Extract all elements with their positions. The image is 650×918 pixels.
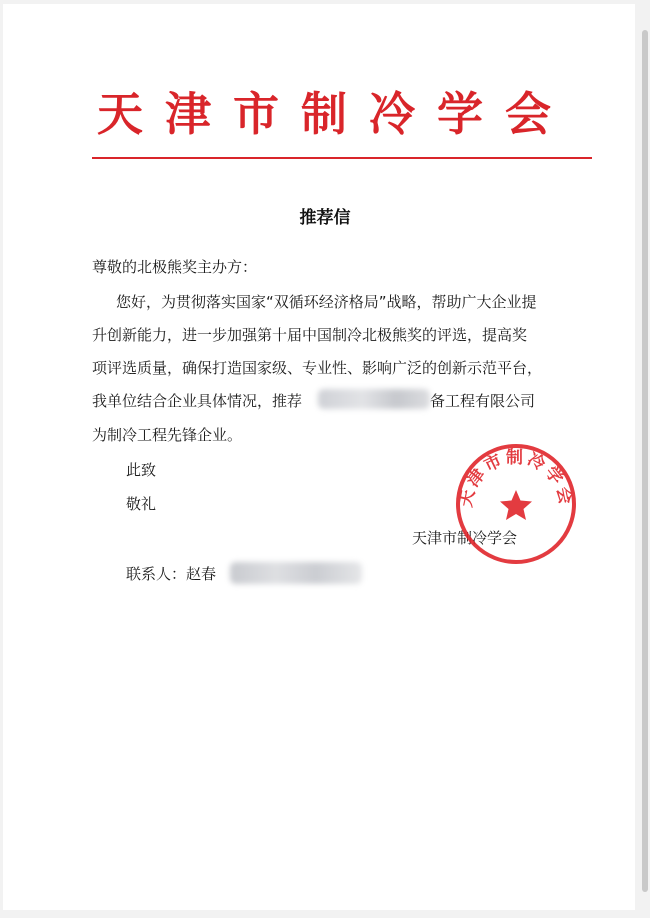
letterhead-title: 天津市制冷学会: [97, 87, 573, 141]
body-line-4b: 备工程有限公司: [430, 392, 536, 410]
body-line-2: 升创新能力，进一步加强第十届中国制冷北极熊奖的评选，提高奖: [92, 326, 528, 344]
official-seal: [454, 442, 578, 566]
closing-ci-zhi: 此致: [126, 461, 157, 479]
closing-jing-li: 敬礼: [126, 495, 157, 513]
star-icon: [500, 490, 532, 520]
body-line-1: 您好，为贯彻落实国家“双循环经济格局”战略，帮助广大企业提: [116, 293, 537, 311]
body-line-5: 为制冷工程先锋企业。: [92, 426, 243, 444]
contact-person: 联系人：赵春: [126, 565, 217, 583]
letterhead-divider: [92, 157, 592, 159]
body-line-4a: 我单位结合企业具体情况，推荐: [92, 392, 303, 410]
signature-organization: 天津市制冷学会: [412, 529, 518, 547]
redacted-contact-info: [230, 562, 362, 584]
redacted-company-name: [318, 389, 430, 409]
salutation: 尊敬的北极熊奖主办方：: [92, 258, 258, 276]
scrollbar[interactable]: [642, 30, 648, 892]
body-line-3: 项评选质量，确保打造国家级、专业性、影响广泛的创新示范平台，: [92, 359, 543, 377]
seal-text: 天津市制冷学会: [456, 447, 576, 509]
document-title: 推荐信: [299, 208, 351, 228]
